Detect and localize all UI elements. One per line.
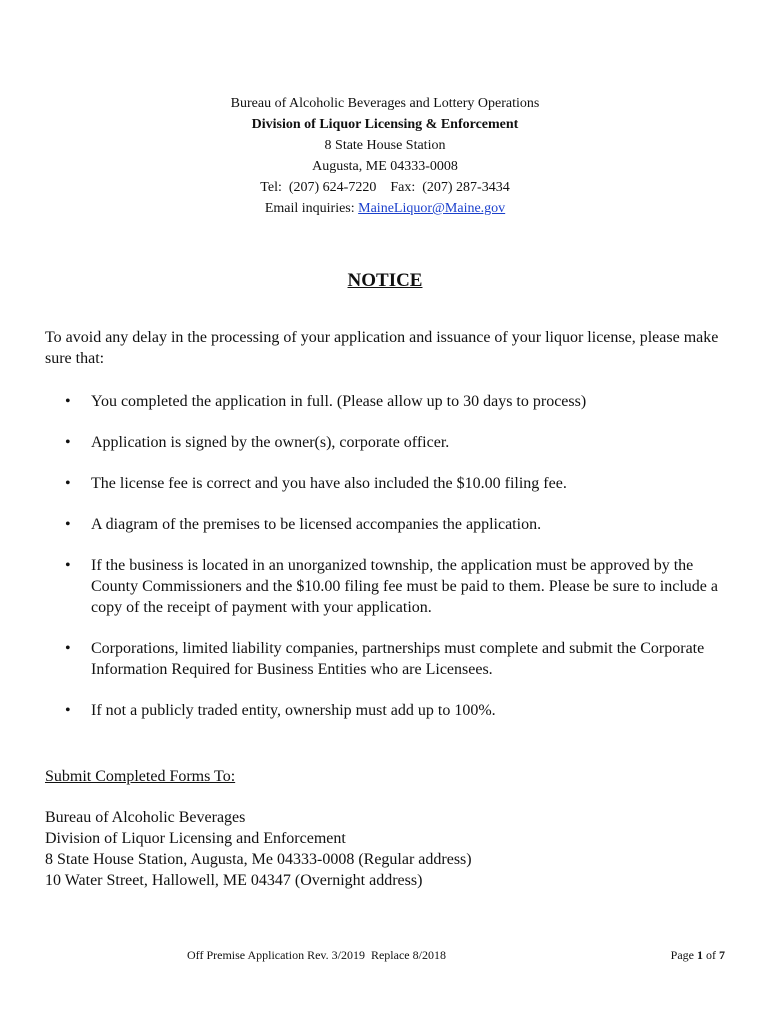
address-line: Bureau of Alcoholic Beverages xyxy=(45,809,246,826)
list-item xyxy=(45,555,725,618)
station-address: 8 State House Station xyxy=(324,138,446,153)
list-item-text: Application is signed by the owner(s), corporate officer. xyxy=(91,434,450,451)
email-label: Email inquiries: xyxy=(264,201,359,216)
bureau-name: Bureau of Alcoholic Beverages and Lottery Operations xyxy=(230,96,540,111)
page-number xyxy=(671,947,725,963)
email-link[interactable]: MaineLiquor@Maine.gov xyxy=(358,201,506,216)
form-revision: Off Premise Application Rev. 3/2019 Replace 8/2018 xyxy=(187,948,446,962)
mailing-address xyxy=(45,807,725,891)
page-label: Page xyxy=(670,948,697,962)
address-line: 8 State House Station, Augusta, Me 04333-0008 (Regular address) xyxy=(45,851,472,868)
page-total: 7 xyxy=(719,948,725,962)
list-item-text: Corporations, limited liability companies, partnerships must complete and submit the Corporate Information Required for Business Entities who are Licensees. xyxy=(91,640,705,678)
bullet-icon: • xyxy=(65,434,71,451)
division-name: Division of Liquor Licensing & Enforcement xyxy=(251,117,519,132)
page-of: of xyxy=(703,948,719,962)
city-address: Augusta, ME 04333-0008 xyxy=(312,159,458,174)
bullet-icon: • xyxy=(65,475,71,492)
bullet-icon: • xyxy=(65,557,71,574)
requirements-checklist xyxy=(45,391,725,741)
list-item xyxy=(45,638,725,680)
submit-heading: Submit Completed Forms To: xyxy=(45,768,236,785)
notice-title: NOTICE xyxy=(347,270,423,291)
address-line: 10 Water Street, Hallowell, ME 04347 (Overnight address) xyxy=(45,872,423,889)
list-item-text: A diagram of the premises to be licensed accompanies the application. xyxy=(91,516,542,533)
email-line xyxy=(0,198,770,219)
notice-intro: To avoid any delay in the processing of your application and issuance of your liquor license, please make sure that: xyxy=(45,329,719,367)
phone-fax: Tel: (207) 624-7220 Fax: (207) 287-3434 xyxy=(260,180,510,195)
list-item-text: You completed the application in full. (Please allow up to 30 days to process) xyxy=(91,393,587,410)
bullet-icon: • xyxy=(65,702,71,719)
address-line: Division of Liquor Licensing and Enforcement xyxy=(45,830,346,847)
bullet-icon: • xyxy=(65,393,71,410)
list-item xyxy=(45,432,725,453)
bullet-icon: • xyxy=(65,516,71,533)
list-item xyxy=(45,473,725,494)
list-item-text: If not a publicly traded entity, ownership must add up to 100%. xyxy=(91,702,496,719)
list-item-text: The license fee is correct and you have also included the $10.00 filing fee. xyxy=(91,475,567,492)
bullet-icon: • xyxy=(65,640,71,657)
list-item-text: If the business is located in an unorganized township, the application must be approved by the County Commissioners and the $10.00 filing fee must be paid to them. Please be sure to include a copy of the receipt of payment with your application. xyxy=(91,557,718,616)
list-item xyxy=(45,391,725,412)
list-item xyxy=(45,514,725,535)
agency-header xyxy=(0,93,770,219)
page-current: 1 xyxy=(697,948,703,962)
list-item xyxy=(45,700,725,721)
